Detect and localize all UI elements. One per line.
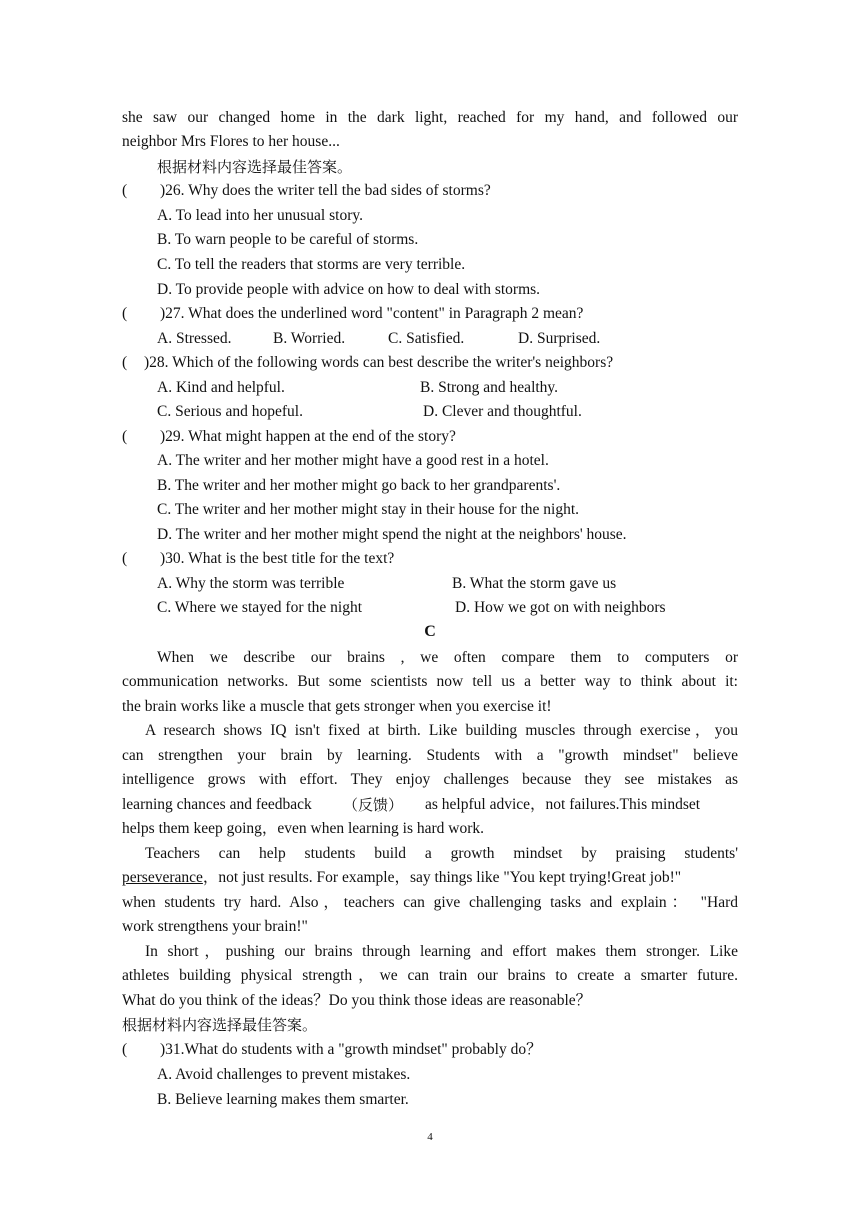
question-27-stem: )27. What does the underlined word "content" in Paragraph 2 mean? bbox=[160, 305, 584, 322]
answer-blank: ( bbox=[122, 550, 128, 567]
passage-c-line bbox=[122, 868, 681, 888]
question-28-option-d: D. Clever and thoughtful. bbox=[423, 403, 582, 420]
instruction-text: 根据材料内容选择最佳答案。 bbox=[157, 158, 353, 176]
passage-b-line: she saw our changed home in the dark light, reached for my hand, and followed our bbox=[122, 109, 738, 126]
question-27-option-a: A. Stressed. bbox=[157, 330, 232, 347]
question-26-option-d: D. To provide people with advice on how to deal with storms. bbox=[157, 281, 541, 298]
answer-blank: ( bbox=[122, 182, 128, 199]
underlined-word: perseverance bbox=[122, 869, 203, 886]
question-29-option-b: B. The writer and her mother might go back to her grandparents'. bbox=[157, 477, 561, 494]
passage-c-line: What do you think of the ideas？Do you think those ideas are reasonable？ bbox=[122, 992, 592, 1009]
question-28-stem: )28. Which of the following words can best describe the writer's neighbors? bbox=[144, 354, 614, 371]
passage-b-line: neighbor Mrs Flores to her house... bbox=[122, 133, 340, 150]
question-29-option-a: A. The writer and her mother might have a good rest in a hotel. bbox=[157, 452, 549, 469]
passage-c-line-part: （反馈） bbox=[343, 796, 404, 814]
passage-c-line: helps them keep going，even when learning is hard work. bbox=[122, 820, 485, 837]
question-28-option-c: C. Serious and hopeful. bbox=[157, 403, 303, 420]
passage-c-line: A research shows IQ isn't fixed at birth. Like building muscles through exercise，you bbox=[145, 722, 738, 739]
question-29-option-c: C. The writer and her mother might stay in their house for the night. bbox=[157, 501, 579, 518]
question-29-stem: )29. What might happen at the end of the story? bbox=[160, 428, 456, 445]
passage-c-line-part: as helpful advice，not failures.This mindset bbox=[425, 796, 701, 813]
passage-c-line: when students try hard. Also，teachers can give challenging tasks and explain： "Hard bbox=[122, 894, 738, 911]
passage-c-line: intelligence grows with effort. They enjoy challenges because they see mistakes as bbox=[122, 771, 738, 788]
question-28-option-a: A. Kind and helpful. bbox=[157, 379, 285, 396]
question-26-option-a: A. To lead into her unusual story. bbox=[157, 207, 363, 224]
passage-c-line: athletes building physical strength，we can train our brains to create a smarter future. bbox=[122, 967, 738, 984]
passage-c-line: can strengthen your brain by learning. Students with a "growth mindset" believe bbox=[122, 747, 738, 764]
passage-c-line: Teachers can help students build a growth mindset by praising students' bbox=[145, 845, 738, 862]
answer-blank: ( bbox=[122, 1041, 128, 1058]
passage-c-line: In short，pushing our brains through learning and effort makes them stronger. Like bbox=[145, 943, 738, 960]
answer-blank: ( bbox=[122, 354, 128, 371]
question-31-stem: )31.What do students with a "growth mindset" probably do？ bbox=[160, 1041, 542, 1058]
question-30-option-a: A. Why the storm was terrible bbox=[157, 575, 345, 592]
question-27-option-c: C. Satisfied. bbox=[388, 330, 465, 347]
passage-c-line-part: ，not just results. For example，say things like "You kept trying!Great job!" bbox=[202, 869, 682, 886]
passage-c-line: work strengthens your brain!" bbox=[122, 918, 308, 935]
question-28-option-b: B. Strong and healthy. bbox=[420, 379, 559, 396]
question-27-option-d: D. Surprised. bbox=[518, 330, 601, 347]
question-30-option-b: B. What the storm gave us bbox=[452, 575, 617, 592]
section-title: C bbox=[424, 623, 436, 640]
answer-blank: ( bbox=[122, 305, 128, 322]
answer-blank: ( bbox=[122, 428, 128, 445]
passage-c-line: the brain works like a muscle that gets stronger when you exercise it! bbox=[122, 698, 552, 715]
question-30-stem: )30. What is the best title for the text? bbox=[160, 550, 395, 567]
question-30-option-c: C. Where we stayed for the night bbox=[157, 599, 363, 616]
instruction-text: 根据材料内容选择最佳答案。 bbox=[122, 1016, 318, 1034]
question-31-option-a: A. Avoid challenges to prevent mistakes. bbox=[157, 1066, 411, 1083]
question-30-option-d: D. How we got on with neighbors bbox=[455, 599, 666, 616]
question-26-stem: )26. Why does the writer tell the bad sides of storms? bbox=[160, 182, 491, 199]
question-27-option-b: B. Worried. bbox=[273, 330, 346, 347]
question-26-option-b: B. To warn people to be careful of storms. bbox=[157, 231, 419, 248]
question-26-option-c: C. To tell the readers that storms are very terrible. bbox=[157, 256, 466, 273]
question-31-option-b: B. Believe learning makes them smarter. bbox=[157, 1091, 409, 1108]
question-29-option-d: D. The writer and her mother might spend the night at the neighbors' house. bbox=[157, 526, 627, 543]
passage-c-line: When we describe our brains , we often compare them to computers or bbox=[157, 649, 738, 666]
passage-c-line: communication networks. But some scientists now tell us a better way to think about it: bbox=[122, 673, 738, 690]
passage-c-line-part: learning chances and feedback bbox=[122, 796, 312, 813]
page-number: 4 bbox=[427, 1131, 433, 1143]
